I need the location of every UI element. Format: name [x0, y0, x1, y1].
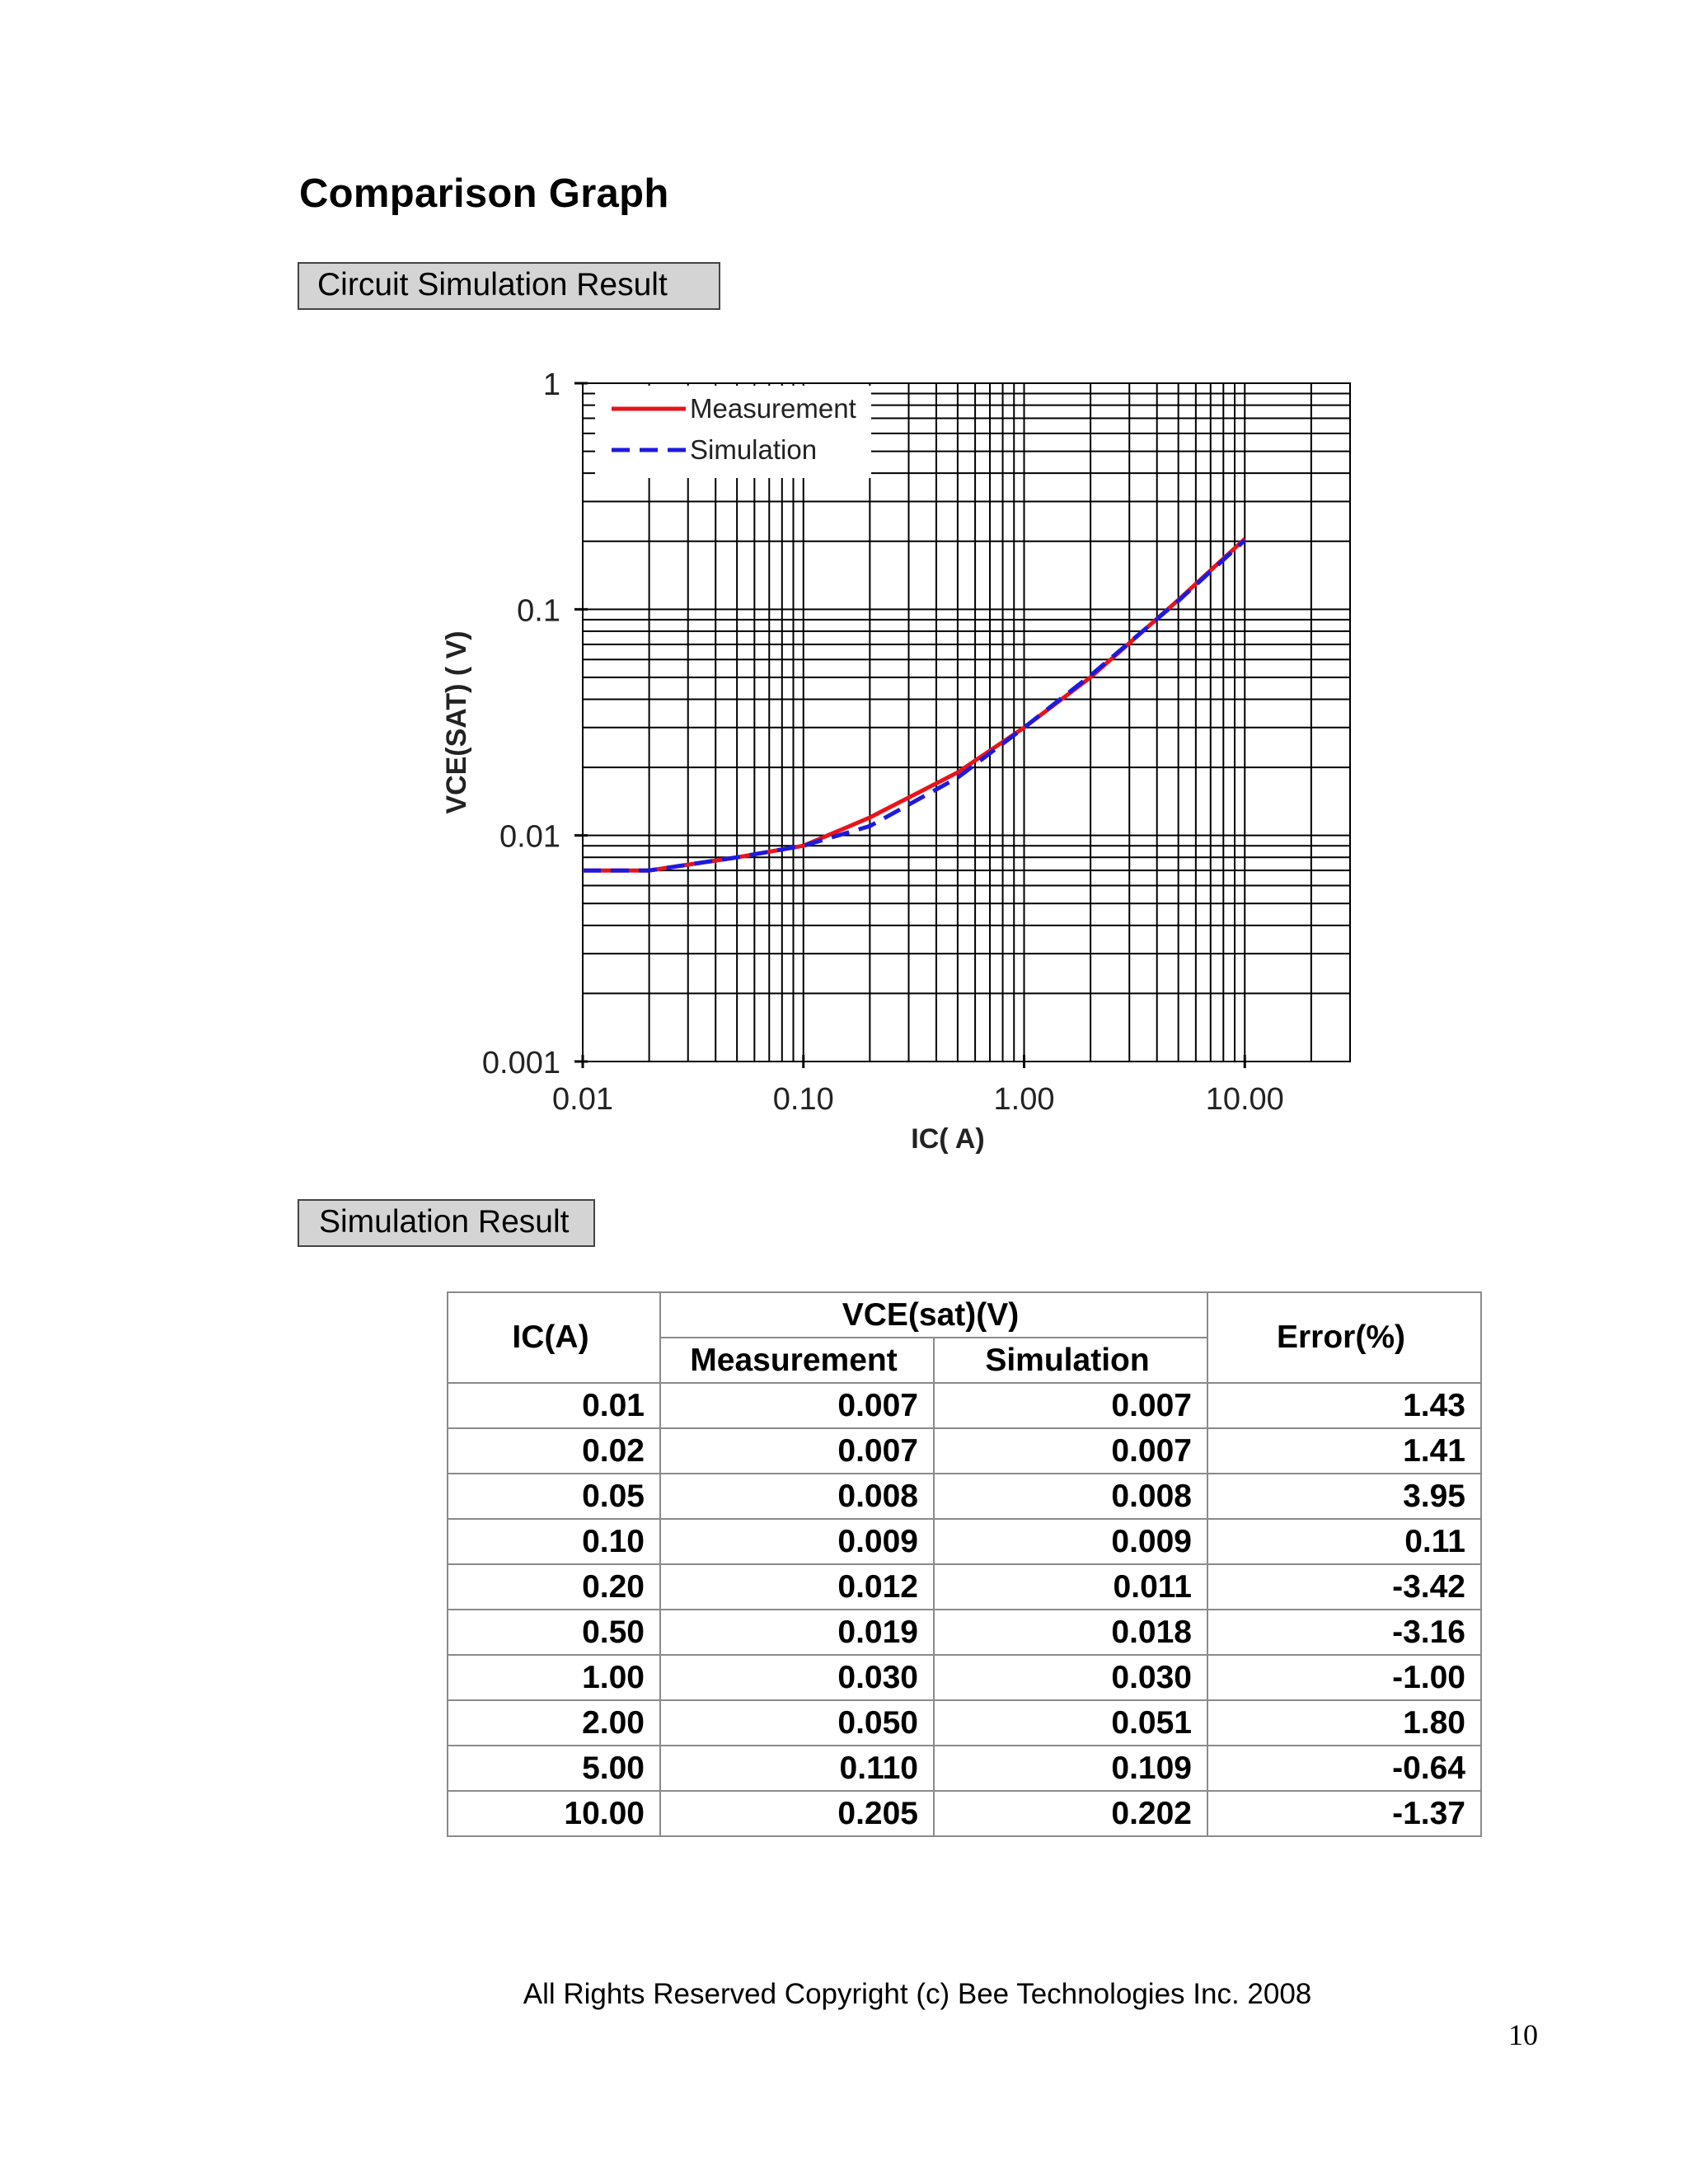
legend-label-measurement: Measurement — [690, 393, 856, 424]
x-tick-label: 1.00 — [993, 1082, 1055, 1117]
page-title: Comparison Graph — [299, 171, 669, 216]
cell-simulation: 0.202 — [934, 1791, 1207, 1836]
cell-measurement: 0.007 — [660, 1428, 934, 1474]
results-table — [447, 1291, 1482, 1837]
cell-error: -0.64 — [1207, 1746, 1481, 1791]
cell-ic: 0.10 — [448, 1519, 660, 1564]
cell-error: -3.42 — [1207, 1564, 1481, 1610]
cell-error: -1.00 — [1207, 1655, 1481, 1700]
page-number: 10 — [1508, 2018, 1538, 2051]
cell-measurement: 0.205 — [660, 1791, 934, 1836]
header-simulation: Simulation — [934, 1338, 1207, 1383]
table-row — [448, 1610, 1481, 1655]
table-row — [448, 1655, 1481, 1700]
header-measurement: Measurement — [660, 1338, 934, 1383]
cell-measurement: 0.012 — [660, 1564, 934, 1610]
cell-simulation: 0.007 — [934, 1383, 1207, 1428]
cell-simulation: 0.009 — [934, 1519, 1207, 1564]
y-tick-label: 1 — [542, 368, 560, 402]
y-tick-label: 0.001 — [481, 1046, 560, 1080]
cell-measurement: 0.019 — [660, 1610, 934, 1655]
cell-simulation: 0.018 — [934, 1610, 1207, 1655]
cell-error: 1.41 — [1207, 1428, 1481, 1474]
header-ic: IC(A) — [448, 1292, 660, 1383]
cell-ic: 0.50 — [448, 1610, 660, 1655]
y-tick-label: 0.01 — [499, 819, 560, 855]
cell-ic: 10.00 — [448, 1791, 660, 1836]
chart-legend — [595, 386, 871, 478]
cell-measurement: 0.050 — [660, 1700, 934, 1746]
cell-ic: 0.02 — [448, 1428, 660, 1474]
cell-ic: 2.00 — [448, 1700, 660, 1746]
cell-simulation: 0.011 — [934, 1564, 1207, 1610]
cell-ic: 0.05 — [448, 1474, 660, 1519]
cell-error: -1.37 — [1207, 1791, 1481, 1836]
table-row — [448, 1383, 1481, 1428]
cell-measurement: 0.009 — [660, 1519, 934, 1564]
cell-simulation: 0.051 — [934, 1700, 1207, 1746]
header-error: Error(%) — [1207, 1292, 1481, 1383]
table-row — [448, 1519, 1481, 1564]
x-tick-label: 10.00 — [1205, 1082, 1284, 1117]
chart-grid — [583, 383, 1350, 1062]
table-row — [448, 1428, 1481, 1474]
results-table-body — [448, 1383, 1481, 1836]
legend-label-simulation: Simulation — [690, 434, 818, 465]
table-row — [448, 1746, 1481, 1791]
cell-measurement: 0.008 — [660, 1474, 934, 1519]
cell-measurement: 0.030 — [660, 1655, 934, 1700]
circuit-simulation-result-label: Circuit Simulation Result — [298, 262, 720, 310]
cell-ic: 5.00 — [448, 1746, 660, 1791]
cell-measurement: 0.007 — [660, 1383, 934, 1428]
cell-ic: 0.20 — [448, 1564, 660, 1610]
table-row — [448, 1564, 1481, 1610]
cell-simulation: 0.008 — [934, 1474, 1207, 1519]
table-row — [448, 1474, 1481, 1519]
table-row — [448, 1791, 1481, 1836]
cell-error: 1.43 — [1207, 1383, 1481, 1428]
table-row — [448, 1700, 1481, 1746]
cell-simulation: 0.007 — [934, 1428, 1207, 1474]
cell-measurement: 0.110 — [660, 1746, 934, 1791]
simulation-result-label: Simulation Result — [298, 1199, 595, 1247]
x-axis-title: IC( A) — [911, 1123, 985, 1155]
header-vce-group: VCE(sat)(V) — [660, 1292, 1207, 1338]
cell-error: 0.11 — [1207, 1519, 1481, 1564]
vce-sat-chart — [429, 354, 1385, 1179]
cell-simulation: 0.109 — [934, 1746, 1207, 1791]
cell-error: 1.80 — [1207, 1700, 1481, 1746]
cell-ic: 1.00 — [448, 1655, 660, 1700]
cell-simulation: 0.030 — [934, 1655, 1207, 1700]
cell-ic: 0.01 — [448, 1383, 660, 1428]
cell-error: 3.95 — [1207, 1474, 1481, 1519]
x-tick-label: 0.01 — [552, 1082, 613, 1117]
y-axis-title: VCE(SAT) ( V) — [441, 630, 472, 814]
copyright-footer: All Rights Reserved Copyright (c) Bee Technologies Inc. 2008 — [523, 1978, 1312, 2010]
cell-error: -3.16 — [1207, 1610, 1481, 1655]
x-tick-label: 0.10 — [772, 1082, 834, 1117]
y-tick-label: 0.1 — [517, 593, 560, 629]
